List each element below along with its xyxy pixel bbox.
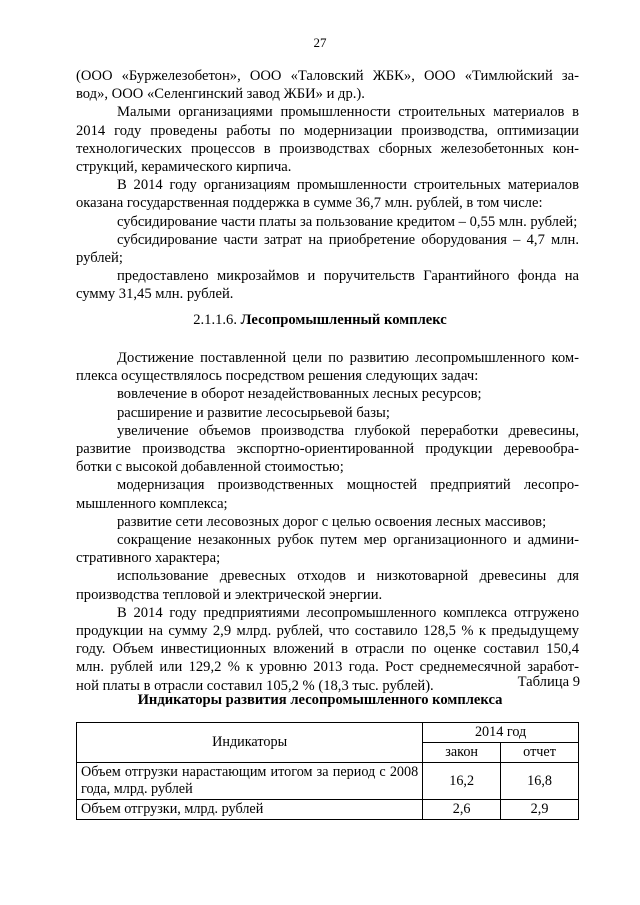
para2-p4-line: ботки с высокой добавленной стоимостью; — [76, 459, 344, 476]
para2-p5-line: мышленного комплекса; — [76, 495, 228, 512]
para2-p3-line: расширение и развитие лесосырьевой базы; — [117, 404, 390, 421]
row-indicator-name: Объем отгрузки, млрд. рублей — [77, 800, 423, 820]
para-p6-line: сумму 31,45 млн. рублей. — [76, 286, 234, 303]
row-report-value: 2,9 — [501, 800, 579, 820]
para2-p8-line: использование древесных отходов и низкотоварной древесины для — [117, 568, 579, 585]
header-year: 2014 год — [423, 723, 579, 743]
header-indicators: Индикаторы — [77, 723, 423, 763]
row-law-value: 16,2 — [423, 763, 501, 800]
para2-p5-line: модернизация производственных мощностей предприятий лесопро- — [117, 477, 579, 494]
indicators-table — [76, 722, 579, 820]
para2-p4-line: увеличение объемов производства глубокой переработки древесины, — [117, 422, 579, 439]
table-row — [77, 763, 579, 800]
para-p3-line: В 2014 году организациям промышленности строительных материалов — [117, 177, 579, 194]
page-number: 27 — [313, 35, 327, 50]
para2-p6-line: развитие сети лесовозных дорог с целью освоения лесных массивов; — [117, 513, 547, 530]
para2-p2-line: вовлечение в оборот незадействованных лесных ресурсов; — [117, 386, 482, 403]
para2-p9-line: млн. рублей или 129,2 % к уровню 2013 года. Рост среднемесячной заработ- — [76, 659, 579, 676]
section-heading — [0, 311, 640, 329]
table-header-row — [77, 723, 579, 743]
row-law-value: 2,6 — [423, 800, 501, 820]
para-p3-line: оказана государственная поддержка в сумме 36,7 млн. рублей, в том числе: — [76, 195, 543, 212]
para-p2-line: струкций, керамического кирпича. — [76, 159, 292, 175]
para2-p7-line: сокращение незаконных рубок путем мер организационного и админи- — [117, 532, 579, 548]
para-p1-line: (ООО «Буржелезобетон», ООО «Таловский ЖБК», ООО «Тимлюйский за- — [76, 68, 579, 84]
para-p2-line: 2014 году проведены работы по модернизации производства, оптимизации — [76, 122, 579, 139]
para-p5-line: рублей; — [76, 250, 123, 266]
para-p4-line: субсидирование части платы за пользование кредитом – 0,55 млн. рублей; — [117, 213, 578, 230]
para2-p1-line: Достижение поставленной цели по развитию лесопромышленного ком- — [117, 350, 579, 366]
para-p2-line: технологических процессов в производствах сборных железобетонных кон- — [76, 140, 579, 157]
para2-p1-line: плекса осуществлялось посредством решения следующих задач: — [76, 368, 479, 385]
row-indicator-name: Объем отгрузки нарастающим итогом за период с 2008 года, млрд. рублей — [77, 763, 423, 800]
para2-p9-line: В 2014 году предприятиями лесопромышленного комплекса отгружено — [117, 604, 579, 621]
para-p2-line: Малыми организациями промышленности строительных материалов в — [117, 104, 579, 121]
para2-p9-line: продукции на сумму 2,9 млрд. рублей, что составило 128,5 % к предыдущему — [76, 623, 579, 639]
para2-p8-line: производства тепловой и электрической энергии. — [76, 586, 383, 603]
table-title: Индикаторы развития лесопромышленного комплекса — [137, 692, 503, 708]
section-title: Лесопромышленный комплекс — [240, 312, 447, 328]
header-report: отчет — [501, 743, 579, 763]
table-label: Таблица 9 — [517, 674, 580, 690]
para-p1-line: вод», ООО «Селенгинский завод ЖБИ» и др.). — [76, 86, 365, 103]
header-law: закон — [423, 743, 501, 763]
para2-p9-line: ной платы в отрасли составил 105,2 % (18,3 тыс. рублей). — [76, 677, 434, 694]
para-p6-line: предоставлено микрозаймов и поручительств Гарантийного фонда на — [117, 268, 579, 285]
row-report-value: 16,8 — [501, 763, 579, 800]
table-row — [77, 800, 579, 820]
para-p5-line: субсидирование части затрат на приобретение оборудования – 4,7 млн. — [117, 231, 579, 248]
para2-p9-line: году. Объем инвестиционных вложений в отрасли по оценке составил 150,4 — [76, 641, 579, 658]
para2-p7-line: стративного характера; — [76, 550, 221, 567]
para2-p4-line: развитие производства экспортно-ориентированной продукции деревообра- — [76, 441, 579, 457]
section-number: 2.1.1.6. — [193, 312, 237, 328]
